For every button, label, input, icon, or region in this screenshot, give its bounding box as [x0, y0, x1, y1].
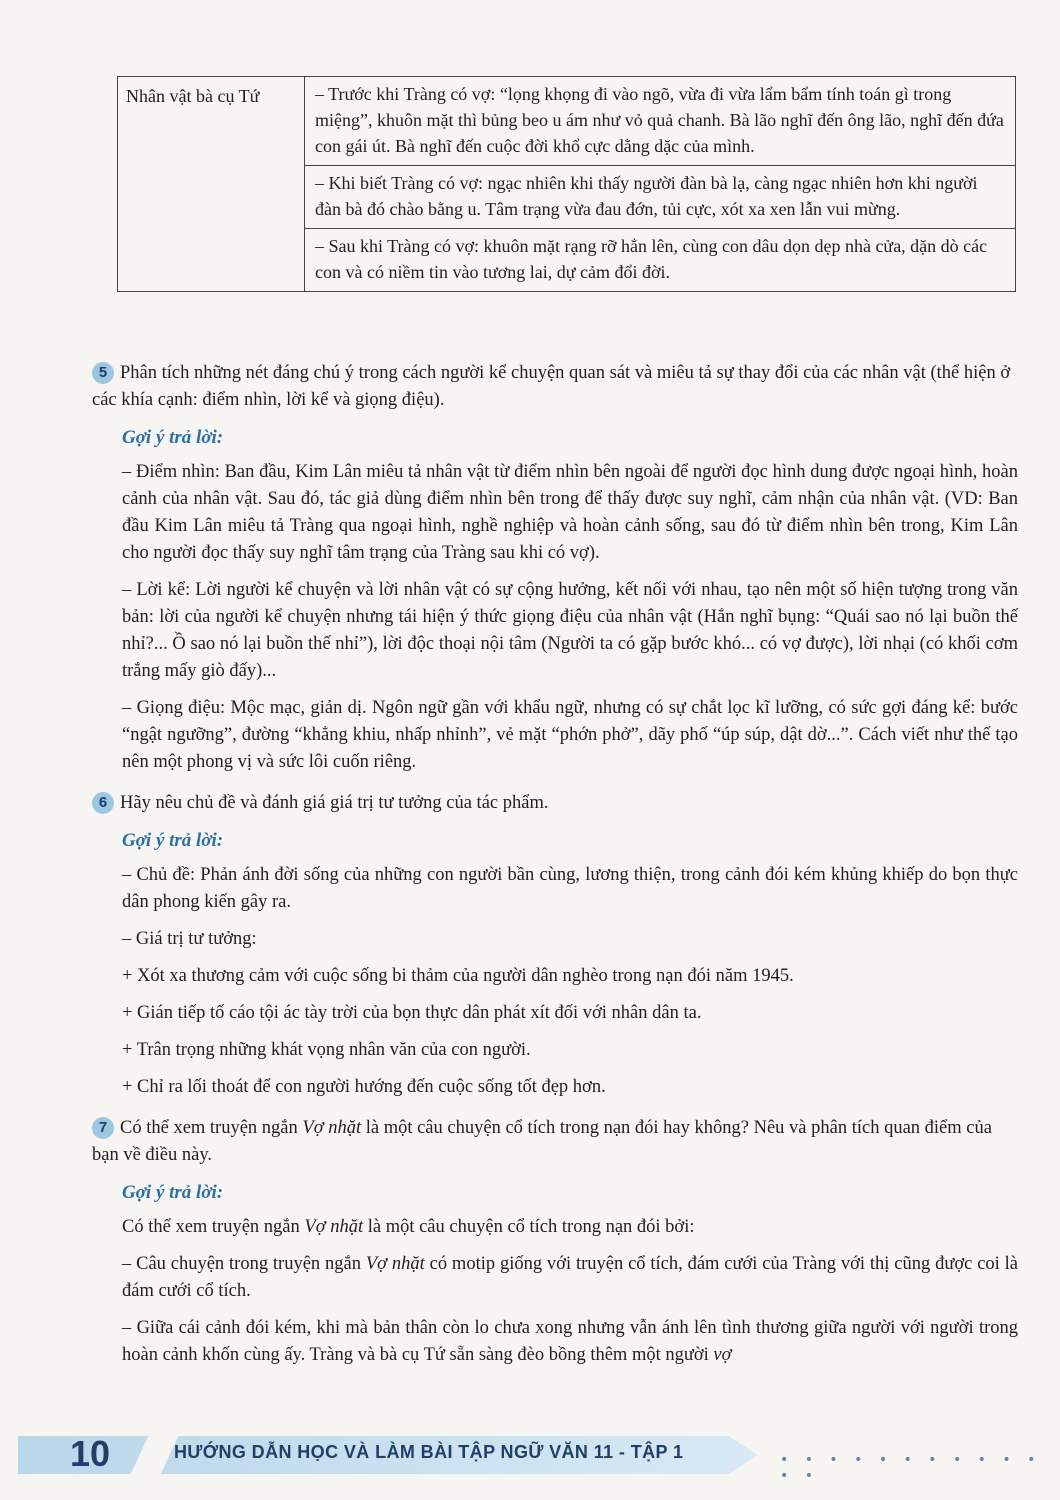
- question-6-text: Hãy nêu chủ đề và đánh giá giá trị tư tưởng của tác phẩm.: [120, 793, 549, 813]
- answer-italic-word: vợ: [713, 1345, 732, 1365]
- question-number-badge: 6: [92, 792, 114, 814]
- table-row: [118, 77, 1016, 292]
- answer-paragraph: – Lời kể: Lời người kể chuyện và lời nhân vật có sự cộng hưởng, kết nối với nhau, tạo nên một số hiện tượng trong văn bản: lời của người kể chuyện nhưng tái hiện ý thức giọng điệu của nhân vật (Hắn nghĩ bụng: “Quái sao nó lại buồn thế nhỉ?... Ồ sao nó lại buồn thế nhỉ”), lời độc thoại nội tâm (Người ta có gặp bước khó... có vợ được), lời nhại (có khối cơm trắng mấy giò đấy)...: [122, 580, 1018, 681]
- question-5-text: Phân tích những nét đáng chú ý trong cách người kể chuyện quan sát và miêu tả sự thay đổi của các nhân vật (thể hiện ở các khía cạnh: điểm nhìn, lời kể và giọng điệu).: [92, 363, 1011, 410]
- work-title: Vợ nhặt: [365, 1254, 425, 1274]
- table-segment-after: – Sau khi Tràng có vợ: khuôn mặt rạng rỡ hẳn lên, cùng con dâu dọn dẹp nhà cửa, dặn dò các con và có niềm tin vào tương lai, dự cảm đổi đời.: [315, 236, 988, 282]
- character-table: [117, 76, 1016, 292]
- question-5-block: [92, 360, 1018, 776]
- main-content: [92, 360, 1018, 1383]
- table-segment-before: – Trước khi Tràng có vợ: “lọng khọng đi vào ngõ, vừa đi vừa lẩm bẩm tính toán gì trong miệng”, khuôn mặt thì bủng beo u ám như vỏ quả chanh. Bà lão nghĩ đến ông lão, nghĩ đến đứa con gái út. Bà nghĩ đến cuộc đời khổ cực dằng dặc của mình.: [305, 77, 1015, 166]
- answer-paragraph: + Chỉ ra lối thoát để con người hướng đến cuộc sống tốt đẹp hơn.: [122, 1077, 606, 1097]
- page-footer: [0, 1428, 1060, 1484]
- answer-text: – Giữa cái cảnh đói kém, khi mà bản thân còn lo chưa xong nhưng vẫn ánh lên tình thương giữa người với người trong hoàn cảnh khốn cùng ấy. Tràng và bà cụ Tứ sẵn sàng đèo bồng thêm một người: [122, 1318, 1018, 1365]
- answer-paragraph: + Xót xa thương cảm với cuộc sống bi thảm của người dân nghèo trong nạn đói năm 1945.: [122, 966, 794, 986]
- hint-label: Gợi ý trả lời:: [122, 1182, 224, 1203]
- question-6: [92, 790, 1018, 817]
- question-5: [92, 360, 1018, 414]
- page-number: 10: [70, 1433, 111, 1474]
- answer-paragraph: [122, 1315, 1018, 1369]
- answer-text-cont: là một câu chuyện cổ tích trong nạn đói bởi:: [363, 1217, 695, 1237]
- work-title: Vợ nhặt: [302, 1118, 362, 1138]
- question-number-badge: 5: [92, 362, 114, 384]
- answer-text: – Câu chuyện trong truyện ngắn: [122, 1254, 366, 1274]
- question-7-block: [92, 1115, 1018, 1369]
- table-content-cell: [305, 77, 1016, 292]
- question-number-badge: 7: [92, 1117, 114, 1139]
- answer-paragraph: – Chủ đề: Phản ánh đời sống của những con người bần cùng, lương thiện, trong cảnh đói kém khủng khiếp do bọn thực dân phong kiến gây ra.: [122, 865, 1018, 912]
- hint-label: Gợi ý trả lời:: [122, 427, 224, 448]
- work-title: Vợ nhặt: [304, 1217, 364, 1237]
- table-label-cell: Nhân vật bà cụ Tứ: [118, 77, 305, 292]
- answer-paragraph: [122, 1214, 1018, 1241]
- question-6-block: [92, 790, 1018, 1101]
- answer-paragraph: [122, 1251, 1018, 1305]
- answer-text-cont: có motip giống với truyện cổ tích, đám cưới của Tràng với thị cũng được coi là đám cưới cổ tích.: [122, 1254, 1018, 1301]
- question-7-text-cont: là một câu chuyện cổ tích trong nạn đói hay không? Nêu và phân tích quan điểm của bạn về điều này.: [92, 1118, 992, 1165]
- answer-text: Có thể xem truyện ngắn: [122, 1217, 305, 1237]
- question-7: [92, 1115, 1018, 1169]
- book-title: HƯỚNG DẪN HỌC VÀ LÀM BÀI TẬP NGỮ VĂN 11 - TẬP 1: [174, 1442, 684, 1462]
- answer-paragraph: + Gián tiếp tố cáo tội ác tày trời của bọn thực dân phát xít đối với nhân dân ta.: [122, 1003, 702, 1023]
- question-7-text: Có thể xem truyện ngắn: [120, 1118, 303, 1138]
- table-segment-during: – Khi biết Tràng có vợ: ngạc nhiên khi thấy người đàn bà lạ, càng ngạc nhiên hơn khi người đàn bà đó chào bằng u. Tâm trạng vừa đau đớn, tủi cực, xót xa xen lẫn vui mừng.: [305, 166, 1015, 229]
- hint-label: Gợi ý trả lời:: [122, 830, 224, 851]
- answer-paragraph: – Điểm nhìn: Ban đầu, Kim Lân miêu tả nhân vật từ điểm nhìn bên ngoài để người đọc hình dung được ngoại hình, hoàn cảnh của nhân vật. Sau đó, tác giả dùng điểm nhìn bên trong để thấy được suy nghĩ, cảm nhận của nhân vật. (VD: Ban đầu Kim Lân miêu tả Tràng qua ngoại hình, nghề nghiệp và hoàn cảnh sống, sau đó từ điểm nhìn bên trong, Kim Lân cho người đọc thấy suy nghĩ tâm trạng của Tràng sau khi có vợ).: [122, 462, 1018, 563]
- footer-dots: • • • • • • • • • • • • •: [780, 1452, 1042, 1484]
- answer-paragraph: – Giá trị tư tưởng:: [122, 929, 257, 949]
- answer-paragraph: + Trân trọng những khát vọng nhân văn của con người.: [122, 1040, 531, 1060]
- answer-paragraph: – Giọng điệu: Mộc mạc, giản dị. Ngôn ngữ gần với khẩu ngữ, nhưng có sự chắt lọc kĩ lưỡng, có sức gợi đáng kể: bước “ngật ngưỡng”, đường “khẳng khiu, nhấp nhỉnh”, vẻ mặt “phớn phở”, dãy phố “úp súp, dật dờ...”. Cách viết như thế tạo nên một phong vị và sức lôi cuốn riêng.: [122, 698, 1018, 772]
